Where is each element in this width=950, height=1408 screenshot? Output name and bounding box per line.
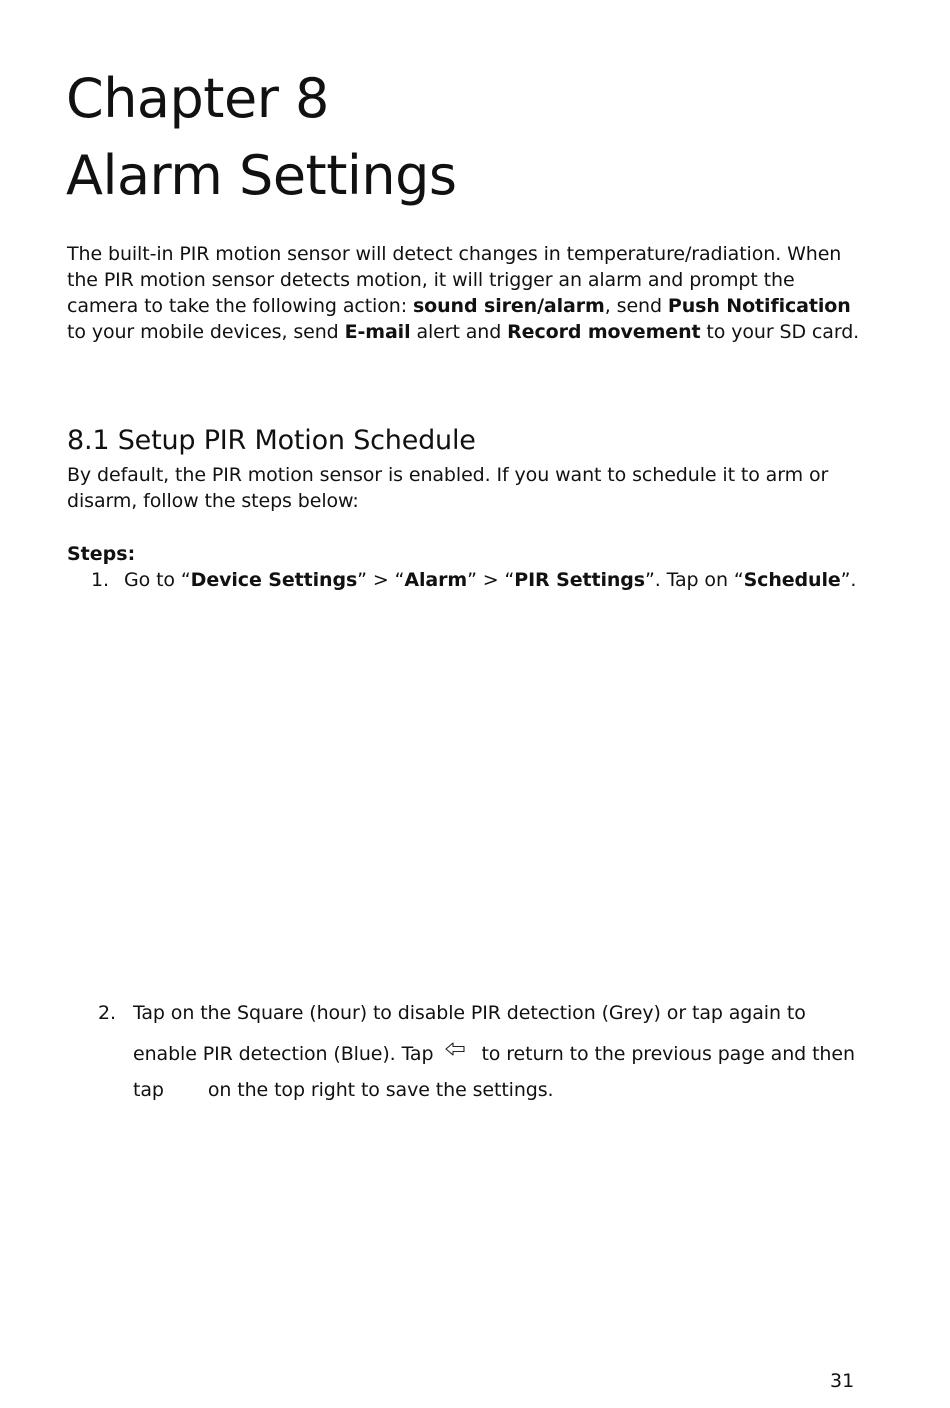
intro-push-term: Push Notification [667,295,851,317]
step-1-number: 1. [91,569,109,591]
intro-siren-term: sound siren/alarm [412,295,605,317]
steps-label: Steps: [67,543,136,565]
step-2-text: Tap on the Square (hour) to disable PIR detection (Grey) or tap again to enable PIR detection (Blue). Tap to return to the previous page and then tap on the top right to save the settings. [133,1002,855,1101]
screenshot-area [130,610,830,980]
device-settings-term: Device Settings [190,569,358,591]
step-2-number: 2. [98,1002,116,1024]
chapter-number: Chapter 8 [66,67,329,130]
alarm-term: Alarm [404,569,468,591]
section-body: By default, the PIR motion sensor is enabled. If you want to schedule it to arm or disarm, follow the steps below: [67,464,829,512]
schedule-term: Schedule [743,569,841,591]
chapter-title: Alarm Settings [66,144,457,207]
step-1: 1. Go to “Device Settings” > “Alarm” > “PIR Settings”. Tap on “Schedule”. [91,569,857,591]
intro-paragraph: The built-in PIR motion sensor will detect changes in temperature/radiation. When the PIR motion sensor detects motion, it will trigger an alarm and prompt the camera to take the following action: sound siren/alarm, send Push Notification to your mobile devices, send E-mail alert and Record movement to your SD card. [67,243,860,343]
intro-record-term: Record movement [507,321,701,343]
page-title [66,60,457,214]
section-title: 8.1 Setup PIR Motion Schedule [67,425,476,456]
page-number: 31 [830,1370,855,1392]
step-2 [98,995,868,1109]
pir-settings-term: PIR Settings [514,569,645,591]
intro-email-term: E-mail [344,321,411,343]
back-arrow-icon [445,1032,467,1046]
